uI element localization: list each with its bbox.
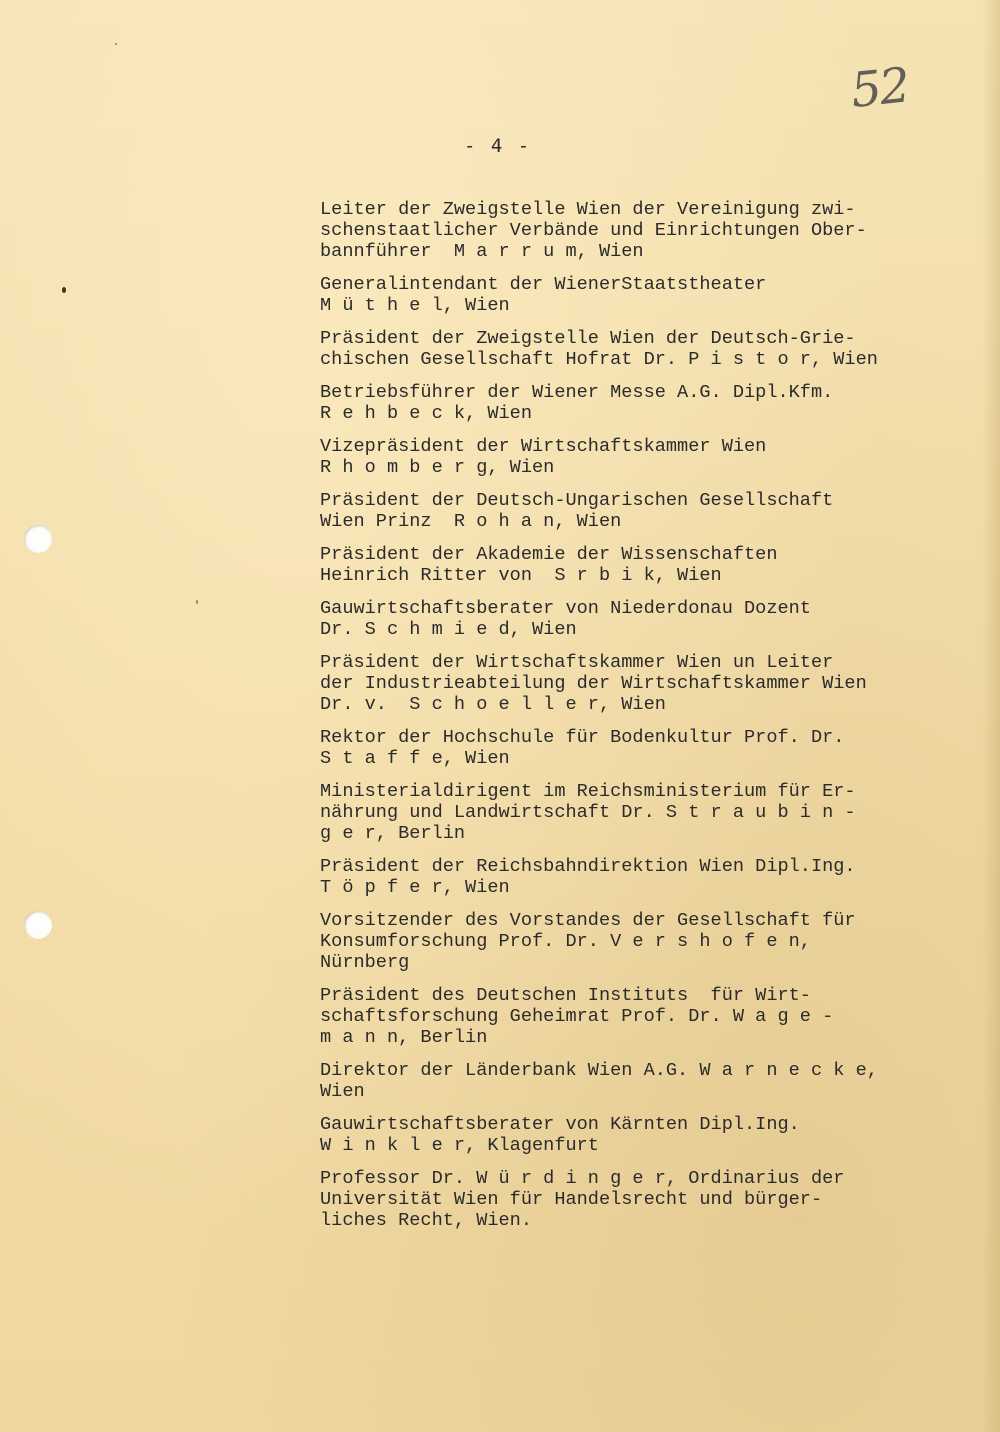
ink-speck bbox=[196, 600, 198, 604]
entry-line: Präsident der Deutsch-Ungarischen Gesellschaft bbox=[320, 490, 834, 511]
entry-line: W i n k l e r, Klagenfurt bbox=[320, 1135, 599, 1156]
entry-line: Konsumforschung Prof. Dr. V e r s h o f e n, bbox=[320, 931, 811, 952]
list-item bbox=[320, 490, 980, 532]
handwritten-folio-number: 52 bbox=[848, 57, 911, 120]
entry-line: Präsident der Reichsbahndirektion Wien Dipl.Ing. bbox=[320, 856, 856, 877]
entry-line: Leiter der Zweigstelle Wien der Vereinigung zwi- bbox=[320, 199, 856, 220]
entry-line: bannführer M a r r u m, Wien bbox=[320, 241, 644, 262]
entry-list bbox=[320, 199, 980, 1243]
list-item bbox=[320, 1168, 980, 1231]
list-item bbox=[320, 544, 980, 586]
entry-line: der Industrieabteilung der Wirtschaftskammer Wien bbox=[320, 673, 867, 694]
list-item bbox=[320, 274, 980, 316]
entry-line: Präsident der Zweigstelle Wien der Deutsch-Grie- bbox=[320, 328, 856, 349]
entry-line: schenstaatlicher Verbände und Einrichtungen Ober- bbox=[320, 220, 867, 241]
list-item bbox=[320, 727, 980, 769]
list-item bbox=[320, 598, 980, 640]
entry-line: g e r, Berlin bbox=[320, 823, 466, 844]
entry-line: liches Recht, Wien. bbox=[320, 1210, 533, 1231]
entry-line: Generalintendant der WienerStaatstheater bbox=[320, 274, 767, 295]
list-item bbox=[320, 436, 980, 478]
entry-line: T ö p f e r, Wien bbox=[320, 877, 510, 898]
entry-line: Gauwirtschaftsberater von Kärnten Dipl.Ing. bbox=[320, 1114, 800, 1135]
entry-line: Dr. v. S c h o e l l e r, Wien bbox=[320, 694, 666, 715]
ink-speck bbox=[115, 43, 117, 45]
list-item bbox=[320, 382, 980, 424]
list-item bbox=[320, 1114, 980, 1156]
entry-line: Präsident des Deutschen Instituts für Wirt- bbox=[320, 985, 811, 1006]
entry-line: Präsident der Wirtschaftskammer Wien un Leiter bbox=[320, 652, 834, 673]
entry-line: Direktor der Länderbank Wien A.G. W a r n e c k e, bbox=[320, 1060, 878, 1081]
entry-line: Rektor der Hochschule für Bodenkultur Prof. Dr. bbox=[320, 727, 845, 748]
entry-line: S t a f f e, Wien bbox=[320, 748, 510, 769]
entry-line: chischen Gesellschaft Hofrat Dr. P i s t o r, Wien bbox=[320, 349, 878, 370]
entry-line: Präsident der Akademie der Wissenschaften bbox=[320, 544, 778, 565]
list-item bbox=[320, 910, 980, 973]
entry-line: schaftsforschung Geheimrat Prof. Dr. W a g e - bbox=[320, 1006, 834, 1027]
paper-edge-shadow bbox=[982, 0, 1000, 1432]
list-item bbox=[320, 985, 980, 1048]
list-item bbox=[320, 781, 980, 844]
entry-line: Vorsitzender des Vorstandes der Gesellschaft für bbox=[320, 910, 856, 931]
list-item bbox=[320, 856, 980, 898]
entry-line: Ministerialdirigent im Reichsministerium für Er- bbox=[320, 781, 856, 802]
entry-line: Wien Prinz R o h a n, Wien bbox=[320, 511, 622, 532]
entry-line: Professor Dr. W ü r d i n g e r, Ordinarius der bbox=[320, 1168, 845, 1189]
entry-line: Wien bbox=[320, 1081, 365, 1102]
entry-line: R e h b e c k, Wien bbox=[320, 403, 533, 424]
punch-hole bbox=[24, 525, 52, 553]
entry-line: Gauwirtschaftsberater von Niederdonau Dozent bbox=[320, 598, 811, 619]
entry-line: Betriebsführer der Wiener Messe A.G. Dipl.Kfm. bbox=[320, 382, 834, 403]
entry-line: Heinrich Ritter von S r b i k, Wien bbox=[320, 565, 722, 586]
punch-hole bbox=[24, 911, 52, 939]
ink-speck bbox=[62, 287, 66, 293]
list-item bbox=[320, 1060, 980, 1102]
page-number: - 4 - bbox=[464, 135, 532, 157]
list-item bbox=[320, 199, 980, 262]
entry-line: M ü t h e l, Wien bbox=[320, 295, 510, 316]
entry-line: nährung und Landwirtschaft Dr. S t r a u b i n - bbox=[320, 802, 856, 823]
entry-line: Nürnberg bbox=[320, 952, 410, 973]
entry-line: Vizepräsident der Wirtschaftskammer Wien bbox=[320, 436, 767, 457]
entry-line: Dr. S c h m i e d, Wien bbox=[320, 619, 577, 640]
list-item bbox=[320, 652, 980, 715]
list-item bbox=[320, 328, 980, 370]
entry-line: Universität Wien für Handelsrecht und bürger- bbox=[320, 1189, 823, 1210]
entry-line: m a n n, Berlin bbox=[320, 1027, 488, 1048]
entry-line: R h o m b e r g, Wien bbox=[320, 457, 555, 478]
